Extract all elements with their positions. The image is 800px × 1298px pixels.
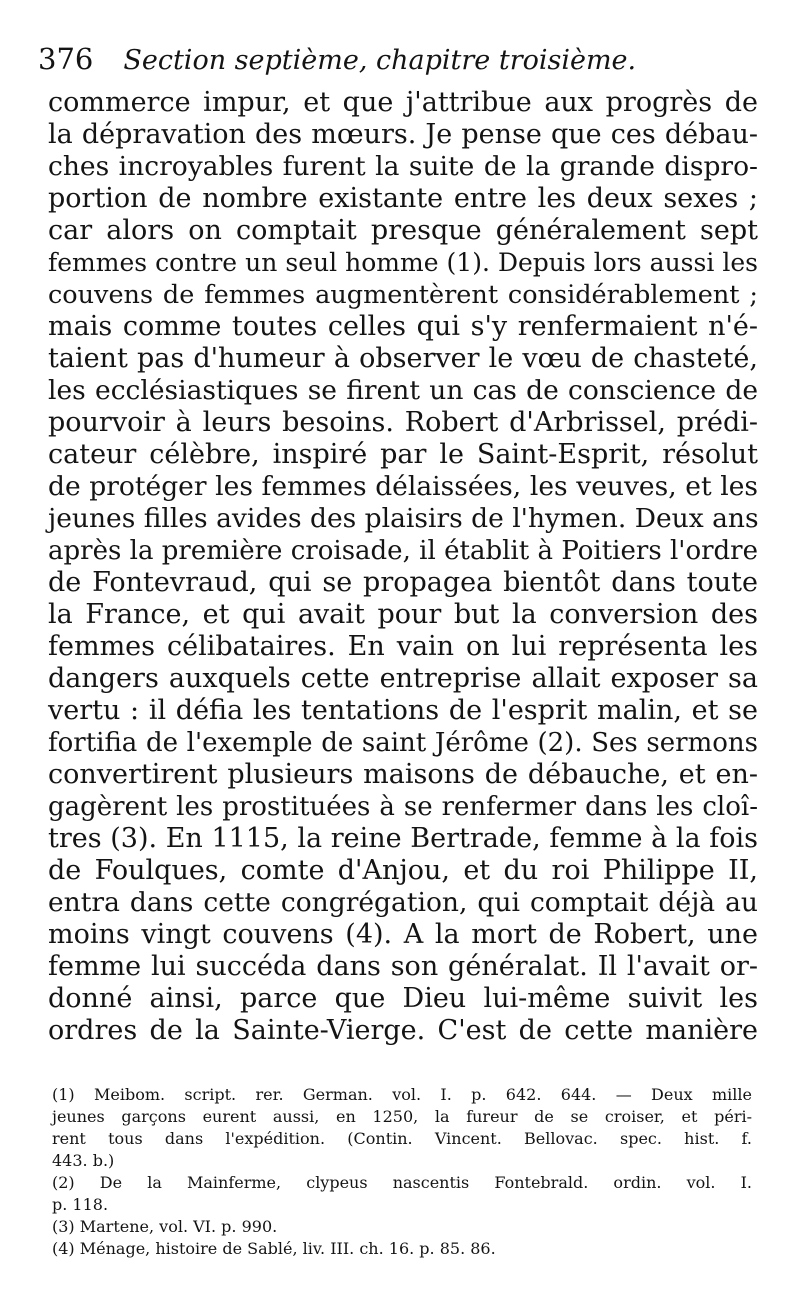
text-line: dangers auxquels cette entreprise allait exposer sa (48, 663, 758, 694)
text-line: gagèrent les prostituées à se renfermer dans les cloî- (48, 792, 758, 822)
text-line: femmes contre un seul homme (1). Depuis lors aussi les (48, 248, 758, 277)
text-line: moins vingt couvens (4). A la mort de Robert, une (48, 919, 758, 950)
text-line: la dépravation des mœurs. Je pense que ces débau- (48, 119, 758, 150)
footnote-3: (3) Martene, vol. VI. p. 990. (52, 1217, 278, 1236)
text-line: la France, et qui avait pour but la conversion des (48, 599, 758, 630)
text-line: entra dans cette congrégation, qui comptait déjà au (48, 887, 758, 918)
text-line: cateur célèbre, inspiré par le Saint-Esprit, résolut (48, 439, 758, 470)
text-line: femmes célibataires. En vain on lui représenta les (48, 631, 758, 662)
text-line: ches incroyables furent la suite de la grande dispro- (48, 151, 758, 182)
text-line: donné ainsi, parce que Dieu lui-même suivit les (48, 983, 758, 1014)
text-line: de protéger les femmes délaissées, les veuves, et les (48, 471, 758, 502)
text-line: vertu : il défia les tentations de l'esprit malin, et se (48, 695, 758, 726)
page-header (38, 42, 778, 90)
footnote-2-cont: p. 118. (52, 1195, 109, 1214)
text-line: femme lui succéda dans son généralat. Il l'avait or- (48, 951, 758, 982)
footnote-4: (4) Ménage, histoire de Sablé, liv. III. ch. 16. p. 85. 86. (52, 1239, 496, 1258)
footnote-1-cont: rent tous dans l'expédition. (Contin. Vincent. Bellovac. spec. hist. f. (52, 1129, 752, 1148)
text-line: jeunes filles avides des plaisirs de l'hymen. Deux ans (48, 503, 759, 534)
text-line: taient pas d'humeur à observer le vœu de chasteté, (48, 343, 758, 374)
text-line: fortifia de l'exemple de saint Jérôme (2). Ses sermons (48, 728, 758, 758)
text-line: convertirent plusieurs maisons de débauche, et en- (48, 759, 758, 790)
text-line: car alors on comptait presque généralement sept (48, 215, 758, 246)
text-line: ordres de la Sainte-Vierge. C'est de cette manière (48, 1015, 758, 1046)
footnote-1-cont: 443. b.) (52, 1151, 115, 1170)
footnote-2: (2) De la Mainferme, clypeus nascentis Fontebrald. ordin. vol. I. (52, 1173, 752, 1192)
text-line: après la première croisade, il établit à Poitiers l'ordre (48, 536, 758, 566)
running-head: Section septième, chapitre troisième. (123, 45, 637, 76)
text-line: tres (3). En 1115, la reine Bertrade, femme à la fois (48, 823, 758, 854)
page-number: 376 (38, 42, 94, 76)
footnote-1: (1) Meibom. script. rer. German. vol. I. p. 642. 644. — Deux mille (52, 1085, 752, 1104)
text-line: les ecclésiastiques se firent un cas de conscience de (48, 375, 758, 406)
text-line: portion de nombre existante entre les deux sexes ; (48, 183, 758, 214)
text-line: commerce impur, et que j'attribue aux progrès de (48, 87, 758, 118)
text-line: mais comme toutes celles qui s'y renfermaient n'é- (48, 311, 758, 342)
footnote-1-cont: jeunes garçons eurent aussi, en 1250, la fureur de se croiser, et péri- (52, 1107, 752, 1126)
text-line: pourvoir à leurs besoins. Robert d'Arbrissel, prédi- (48, 407, 758, 438)
text-line: de Foulques, comte d'Anjou, et du roi Philippe II, (48, 855, 758, 886)
text-line: de Fontevraud, qui se propagea bientôt dans toute (48, 567, 758, 598)
text-line: couvens de femmes augmentèrent considérablement ; (48, 280, 758, 310)
